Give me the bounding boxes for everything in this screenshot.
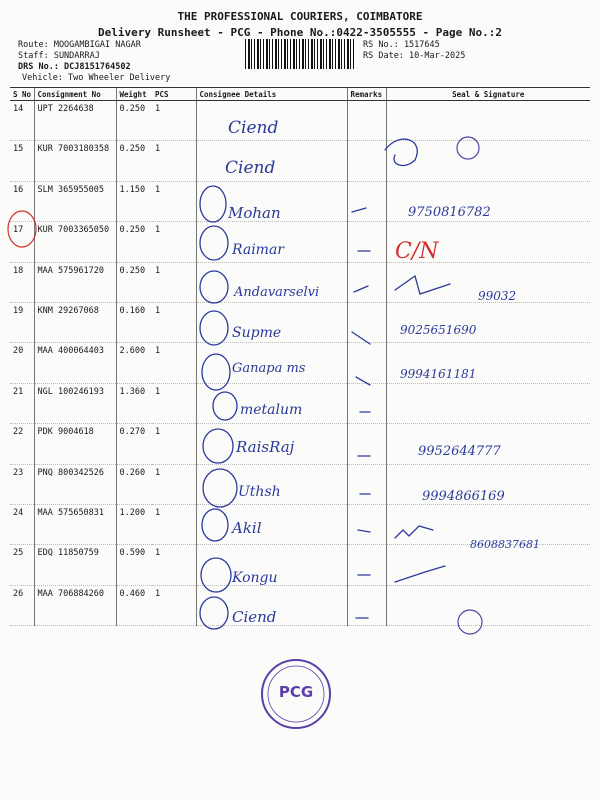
cell-sno: 23 — [10, 464, 34, 504]
cell-sno: 19 — [10, 302, 34, 342]
table-row — [10, 222, 590, 262]
table-row — [10, 262, 590, 302]
cell-seal — [386, 181, 590, 221]
cell-consignee — [196, 585, 347, 625]
table-row — [10, 585, 590, 625]
cell-seal — [386, 343, 590, 383]
table-row — [10, 101, 590, 141]
cell-consignment-no: MAA 575961720 — [34, 262, 116, 302]
table-row — [10, 302, 590, 342]
cell-weight: 0.590 — [116, 545, 152, 585]
handwritten-note: 99032 — [478, 289, 517, 303]
col-consignment: Consignment No — [34, 88, 116, 101]
cell-weight: 0.270 — [116, 424, 152, 464]
table-row — [10, 181, 590, 221]
cell-weight: 0.250 — [116, 141, 152, 181]
cell-consignment-no: UPT 2264638 — [34, 101, 116, 141]
handwritten-note: 9994866169 — [422, 489, 505, 504]
cell-remarks — [347, 343, 386, 383]
cell-pcs: 1 — [152, 383, 196, 423]
cell-weight: 0.250 — [116, 101, 152, 141]
cell-consignee — [196, 383, 347, 423]
table-row — [10, 545, 590, 585]
vehicle-label: Vehicle: Two Wheeler Delivery — [22, 73, 171, 83]
cell-weight: 1.200 — [116, 504, 152, 544]
cell-remarks — [347, 504, 386, 544]
cell-consignee — [196, 101, 347, 141]
handwritten-note: C/N — [395, 239, 439, 264]
col-weight: Weight — [116, 88, 152, 101]
cell-pcs: 1 — [152, 101, 196, 141]
cell-sno: 25 — [10, 545, 34, 585]
cell-sno: 16 — [10, 181, 34, 221]
cell-sno: 15 — [10, 141, 34, 181]
cell-seal — [386, 222, 590, 262]
document-subtitle: Delivery Runsheet - PCG - Phone No.:0422-3505555 - Page No.:2 — [98, 26, 502, 39]
cell-pcs: 1 — [152, 504, 196, 544]
handwritten-name: Mohan — [228, 204, 281, 222]
route-label: Route: MOOGAMBIGAI NAGAR — [18, 40, 141, 50]
cell-seal — [386, 262, 590, 302]
handwritten-note: 9952644777 — [418, 444, 501, 459]
cell-remarks — [347, 545, 386, 585]
cell-consignment-no: PNQ 800342526 — [34, 464, 116, 504]
cell-pcs: 1 — [152, 181, 196, 221]
cell-consignee — [196, 222, 347, 262]
cell-weight: 0.260 — [116, 464, 152, 504]
cell-sno: 14 — [10, 101, 34, 141]
cell-seal — [386, 585, 590, 625]
cell-consignee — [196, 181, 347, 221]
cell-remarks — [347, 424, 386, 464]
cell-consignment-no: KUR 7003365050 — [34, 222, 116, 262]
handwritten-name: Ganapa ms — [232, 361, 306, 376]
cell-consignee — [196, 141, 347, 181]
cell-remarks — [347, 222, 386, 262]
handwritten-note: 9994161181 — [400, 367, 477, 381]
col-remarks: Remarks — [347, 88, 386, 101]
handwritten-name: Akil — [232, 519, 262, 537]
col-seal-signature: Seal & Signature — [386, 88, 590, 101]
document-title: THE PROFESSIONAL COURIERS, COIMBATORE — [177, 10, 423, 23]
pcg-stamp: PCG — [278, 683, 314, 701]
handwritten-name: Andavarselvi — [234, 285, 320, 300]
cell-consignee — [196, 545, 347, 585]
cell-consignment-no: MAA 575650831 — [34, 504, 116, 544]
handwritten-name: Ciend — [228, 118, 279, 138]
rs-date: RS Date: 10-Mar-2025 — [363, 51, 466, 61]
cell-pcs: 1 — [152, 343, 196, 383]
drs-number: DRS No.: DCJ8151764502 — [18, 62, 131, 72]
cell-pcs: 1 — [152, 302, 196, 342]
cell-remarks — [347, 464, 386, 504]
cell-consignee — [196, 424, 347, 464]
cell-seal — [386, 464, 590, 504]
cell-remarks — [347, 383, 386, 423]
cell-seal — [386, 101, 590, 141]
col-consignee: Consignee Details — [196, 88, 347, 101]
cell-weight: 1.150 — [116, 181, 152, 221]
col-pcs: PCS — [152, 88, 196, 101]
table-row — [10, 464, 590, 504]
table-row — [10, 141, 590, 181]
handwritten-name: Ciend — [232, 608, 277, 626]
cell-consignee — [196, 464, 347, 504]
cell-seal — [386, 504, 590, 544]
handwritten-name: RaisRaj — [236, 438, 295, 456]
cell-pcs: 1 — [152, 545, 196, 585]
cell-weight: 2.600 — [116, 343, 152, 383]
cell-pcs: 1 — [152, 141, 196, 181]
cell-seal — [386, 424, 590, 464]
handwritten-name: Kongu — [232, 570, 278, 586]
cell-remarks — [347, 141, 386, 181]
cell-remarks — [347, 181, 386, 221]
cell-weight: 0.250 — [116, 262, 152, 302]
handwritten-name: Supme — [232, 325, 282, 341]
cell-consignment-no: PDK 9004618 — [34, 424, 116, 464]
cell-pcs: 1 — [152, 262, 196, 302]
cell-seal — [386, 545, 590, 585]
cell-pcs: 1 — [152, 585, 196, 625]
cell-consignment-no: SLM 365955005 — [34, 181, 116, 221]
cell-sno: 20 — [10, 343, 34, 383]
table-row — [10, 504, 590, 544]
cell-consignment-no: KNM 29267068 — [34, 302, 116, 342]
barcode — [245, 39, 355, 69]
cell-consignee — [196, 343, 347, 383]
table-row — [10, 343, 590, 383]
cell-sno: 17 — [10, 222, 34, 262]
cell-weight: 0.460 — [116, 585, 152, 625]
cell-consignment-no: EDQ 11850759 — [34, 545, 116, 585]
cell-weight: 0.160 — [116, 302, 152, 342]
table-header-row — [10, 88, 590, 101]
cell-sno: 18 — [10, 262, 34, 302]
runsheet-table — [10, 87, 590, 626]
cell-consignment-no: NGL 100246193 — [34, 383, 116, 423]
table-row — [10, 424, 590, 464]
cell-remarks — [347, 262, 386, 302]
handwritten-note: 9025651690 — [400, 323, 477, 337]
cell-weight: 1.360 — [116, 383, 152, 423]
cell-consignment-no: MAA 706884260 — [34, 585, 116, 625]
cell-remarks — [347, 101, 386, 141]
rs-number: RS No.: 1517645 — [363, 40, 440, 50]
table-row — [10, 383, 590, 423]
handwritten-name: metalum — [240, 402, 303, 418]
staff-label: Staff: SUNDARRAJ — [18, 51, 100, 61]
cell-weight: 0.250 — [116, 222, 152, 262]
cell-seal — [386, 141, 590, 181]
cell-sno: 26 — [10, 585, 34, 625]
cell-remarks — [347, 585, 386, 625]
cell-pcs: 1 — [152, 464, 196, 504]
col-sno: S No — [10, 88, 34, 101]
cell-seal — [386, 302, 590, 342]
cell-remarks — [347, 302, 386, 342]
cell-pcs: 1 — [152, 424, 196, 464]
handwritten-name: Ciend — [225, 158, 276, 178]
handwritten-name: Raimar — [232, 242, 285, 258]
cell-sno: 24 — [10, 504, 34, 544]
cell-consignment-no: KUR 7003180358 — [34, 141, 116, 181]
handwritten-note: 9750816782 — [408, 205, 491, 220]
cell-consignee — [196, 262, 347, 302]
handwritten-note: 8608837681 — [470, 538, 540, 551]
cell-pcs: 1 — [152, 222, 196, 262]
handwritten-name: Uthsh — [238, 484, 281, 500]
cell-consignment-no: MAA 400064403 — [34, 343, 116, 383]
cell-consignee — [196, 504, 347, 544]
cell-sno: 21 — [10, 383, 34, 423]
cell-seal — [386, 383, 590, 423]
cell-sno: 22 — [10, 424, 34, 464]
cell-consignee — [196, 302, 347, 342]
